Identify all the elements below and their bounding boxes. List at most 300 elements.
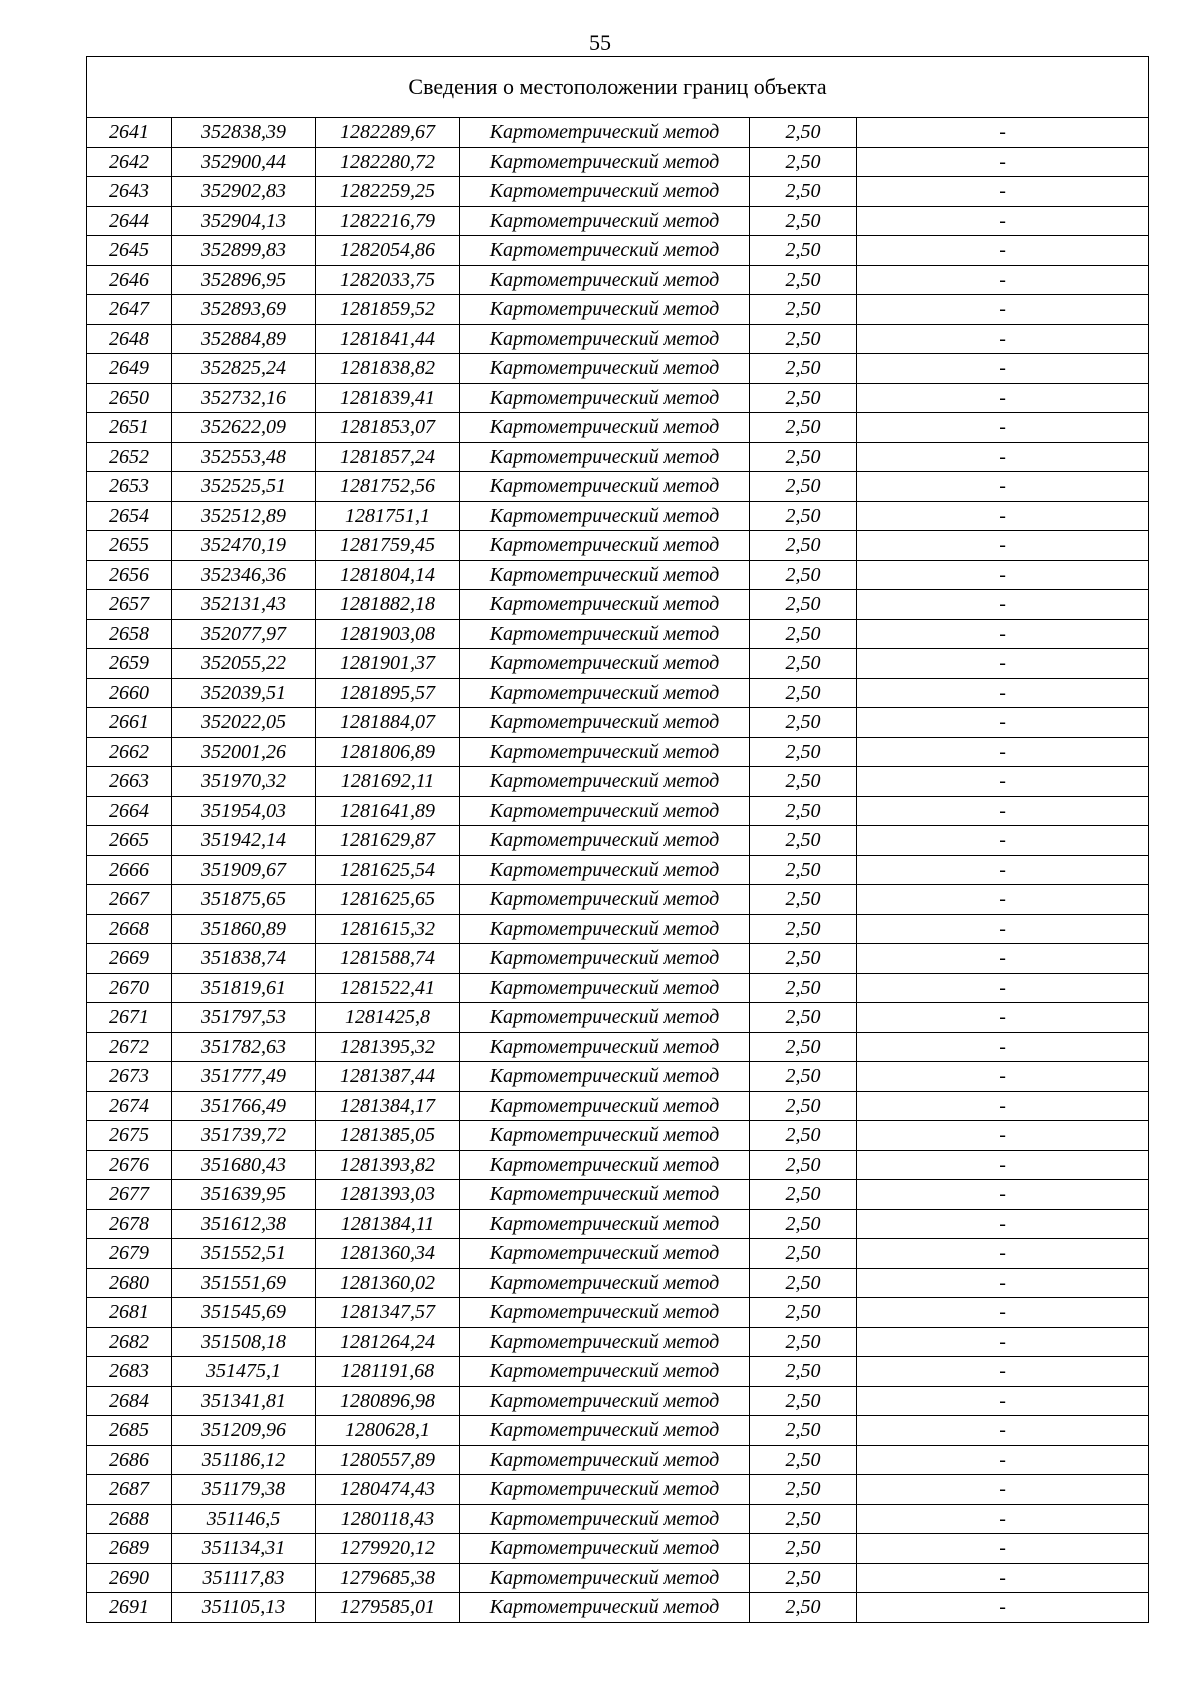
description-cell: -	[857, 1563, 1149, 1593]
x-coordinate-cell: 352622,09	[172, 413, 316, 443]
method-cell: Картометрический метод	[460, 855, 750, 885]
accuracy-cell: 2,50	[750, 590, 857, 620]
accuracy-cell: 2,50	[750, 1386, 857, 1416]
x-coordinate-cell: 352131,43	[172, 590, 316, 620]
x-coordinate-cell: 351134,31	[172, 1534, 316, 1564]
accuracy-cell: 2,50	[750, 118, 857, 148]
accuracy-cell: 2,50	[750, 1327, 857, 1357]
point-number-cell: 2659	[87, 649, 172, 679]
point-number-cell: 2644	[87, 206, 172, 236]
x-coordinate-cell: 352900,44	[172, 147, 316, 177]
point-number-cell: 2675	[87, 1121, 172, 1151]
table-row	[87, 1268, 1149, 1298]
accuracy-cell: 2,50	[750, 1003, 857, 1033]
y-coordinate-cell: 1281615,32	[316, 914, 460, 944]
x-coordinate-cell: 352525,51	[172, 472, 316, 502]
description-cell: -	[857, 1091, 1149, 1121]
method-cell: Картометрический метод	[460, 413, 750, 443]
y-coordinate-cell: 1282259,25	[316, 177, 460, 207]
table-row	[87, 383, 1149, 413]
y-coordinate-cell: 1281841,44	[316, 324, 460, 354]
point-number-cell: 2660	[87, 678, 172, 708]
accuracy-cell: 2,50	[750, 324, 857, 354]
table-row	[87, 619, 1149, 649]
x-coordinate-cell: 351186,12	[172, 1445, 316, 1475]
x-coordinate-cell: 351179,38	[172, 1475, 316, 1505]
accuracy-cell: 2,50	[750, 708, 857, 738]
x-coordinate-cell: 351639,95	[172, 1180, 316, 1210]
accuracy-cell: 2,50	[750, 177, 857, 207]
accuracy-cell: 2,50	[750, 944, 857, 974]
description-cell: -	[857, 1239, 1149, 1269]
y-coordinate-cell: 1280628,1	[316, 1416, 460, 1446]
description-cell: -	[857, 1475, 1149, 1505]
method-cell: Картометрический метод	[460, 826, 750, 856]
table-row	[87, 1209, 1149, 1239]
point-number-cell: 2688	[87, 1504, 172, 1534]
point-number-cell: 2642	[87, 147, 172, 177]
point-number-cell: 2650	[87, 383, 172, 413]
table-row	[87, 737, 1149, 767]
method-cell: Картометрический метод	[460, 265, 750, 295]
x-coordinate-cell: 351819,61	[172, 973, 316, 1003]
description-cell: -	[857, 1062, 1149, 1092]
table-row	[87, 531, 1149, 561]
y-coordinate-cell: 1281347,57	[316, 1298, 460, 1328]
method-cell: Картометрический метод	[460, 1003, 750, 1033]
method-cell: Картометрический метод	[460, 1386, 750, 1416]
x-coordinate-cell: 351739,72	[172, 1121, 316, 1151]
table-row	[87, 678, 1149, 708]
point-number-cell: 2652	[87, 442, 172, 472]
description-cell: -	[857, 531, 1149, 561]
x-coordinate-cell: 351909,67	[172, 855, 316, 885]
boundary-table-container	[86, 56, 1148, 1623]
accuracy-cell: 2,50	[750, 1032, 857, 1062]
table-row	[87, 1150, 1149, 1180]
y-coordinate-cell: 1279685,38	[316, 1563, 460, 1593]
x-coordinate-cell: 352512,89	[172, 501, 316, 531]
point-number-cell: 2647	[87, 295, 172, 325]
y-coordinate-cell: 1282054,86	[316, 236, 460, 266]
table-row	[87, 1091, 1149, 1121]
x-coordinate-cell: 351860,89	[172, 914, 316, 944]
description-cell: -	[857, 1593, 1149, 1623]
point-number-cell: 2646	[87, 265, 172, 295]
table-row	[87, 324, 1149, 354]
point-number-cell: 2665	[87, 826, 172, 856]
accuracy-cell: 2,50	[750, 1357, 857, 1387]
method-cell: Картометрический метод	[460, 1091, 750, 1121]
point-number-cell: 2661	[87, 708, 172, 738]
x-coordinate-cell: 351552,51	[172, 1239, 316, 1269]
table-row	[87, 1475, 1149, 1505]
table-row	[87, 708, 1149, 738]
accuracy-cell: 2,50	[750, 1475, 857, 1505]
y-coordinate-cell: 1281901,37	[316, 649, 460, 679]
point-number-cell: 2667	[87, 885, 172, 915]
description-cell: -	[857, 796, 1149, 826]
table-row	[87, 472, 1149, 502]
point-number-cell: 2689	[87, 1534, 172, 1564]
accuracy-cell: 2,50	[750, 383, 857, 413]
y-coordinate-cell: 1282033,75	[316, 265, 460, 295]
point-number-cell: 2645	[87, 236, 172, 266]
table-row	[87, 236, 1149, 266]
method-cell: Картометрический метод	[460, 1062, 750, 1092]
x-coordinate-cell: 351209,96	[172, 1416, 316, 1446]
accuracy-cell: 2,50	[750, 737, 857, 767]
x-coordinate-cell: 352470,19	[172, 531, 316, 561]
method-cell: Картометрический метод	[460, 147, 750, 177]
accuracy-cell: 2,50	[750, 1180, 857, 1210]
x-coordinate-cell: 351875,65	[172, 885, 316, 915]
y-coordinate-cell: 1281903,08	[316, 619, 460, 649]
y-coordinate-cell: 1281859,52	[316, 295, 460, 325]
table-row	[87, 1593, 1149, 1623]
x-coordinate-cell: 351545,69	[172, 1298, 316, 1328]
description-cell: -	[857, 1121, 1149, 1151]
description-cell: -	[857, 472, 1149, 502]
table-row	[87, 796, 1149, 826]
method-cell: Картометрический метод	[460, 472, 750, 502]
table-row	[87, 1445, 1149, 1475]
description-cell: -	[857, 1534, 1149, 1564]
x-coordinate-cell: 352884,89	[172, 324, 316, 354]
description-cell: -	[857, 826, 1149, 856]
y-coordinate-cell: 1281387,44	[316, 1062, 460, 1092]
y-coordinate-cell: 1279920,12	[316, 1534, 460, 1564]
table-row	[87, 1563, 1149, 1593]
table-row	[87, 1416, 1149, 1446]
table-row	[87, 1357, 1149, 1387]
point-number-cell: 2684	[87, 1386, 172, 1416]
table-row	[87, 1180, 1149, 1210]
table-row	[87, 442, 1149, 472]
point-number-cell: 2670	[87, 973, 172, 1003]
accuracy-cell: 2,50	[750, 796, 857, 826]
table-row	[87, 1003, 1149, 1033]
x-coordinate-cell: 351146,5	[172, 1504, 316, 1534]
x-coordinate-cell: 352055,22	[172, 649, 316, 679]
x-coordinate-cell: 352022,05	[172, 708, 316, 738]
x-coordinate-cell: 351117,83	[172, 1563, 316, 1593]
point-number-cell: 2651	[87, 413, 172, 443]
description-cell: -	[857, 501, 1149, 531]
point-number-cell: 2666	[87, 855, 172, 885]
y-coordinate-cell: 1281191,68	[316, 1357, 460, 1387]
method-cell: Картометрический метод	[460, 177, 750, 207]
x-coordinate-cell: 351782,63	[172, 1032, 316, 1062]
x-coordinate-cell: 351551,69	[172, 1268, 316, 1298]
description-cell: -	[857, 737, 1149, 767]
x-coordinate-cell: 351612,38	[172, 1209, 316, 1239]
method-cell: Картометрический метод	[460, 914, 750, 944]
accuracy-cell: 2,50	[750, 1268, 857, 1298]
description-cell: -	[857, 973, 1149, 1003]
description-cell: -	[857, 1445, 1149, 1475]
description-cell: -	[857, 1504, 1149, 1534]
method-cell: Картометрический метод	[460, 501, 750, 531]
table-row	[87, 590, 1149, 620]
title-row	[87, 57, 1149, 118]
table-row	[87, 1534, 1149, 1564]
description-cell: -	[857, 295, 1149, 325]
table-row	[87, 501, 1149, 531]
description-cell: -	[857, 1416, 1149, 1446]
description-cell: -	[857, 413, 1149, 443]
point-number-cell: 2649	[87, 354, 172, 384]
y-coordinate-cell: 1281588,74	[316, 944, 460, 974]
x-coordinate-cell: 351475,1	[172, 1357, 316, 1387]
method-cell: Картометрический метод	[460, 973, 750, 1003]
description-cell: -	[857, 944, 1149, 974]
x-coordinate-cell: 351954,03	[172, 796, 316, 826]
table-row	[87, 649, 1149, 679]
accuracy-cell: 2,50	[750, 1121, 857, 1151]
description-cell: -	[857, 855, 1149, 885]
accuracy-cell: 2,50	[750, 649, 857, 679]
point-number-cell: 2655	[87, 531, 172, 561]
y-coordinate-cell: 1282280,72	[316, 147, 460, 177]
method-cell: Картометрический метод	[460, 737, 750, 767]
y-coordinate-cell: 1281629,87	[316, 826, 460, 856]
accuracy-cell: 2,50	[750, 501, 857, 531]
method-cell: Картометрический метод	[460, 1593, 750, 1623]
x-coordinate-cell: 351105,13	[172, 1593, 316, 1623]
method-cell: Картометрический метод	[460, 1239, 750, 1269]
point-number-cell: 2686	[87, 1445, 172, 1475]
y-coordinate-cell: 1281395,32	[316, 1032, 460, 1062]
table-row	[87, 944, 1149, 974]
point-number-cell: 2641	[87, 118, 172, 148]
point-number-cell: 2674	[87, 1091, 172, 1121]
table-row	[87, 147, 1149, 177]
description-cell: -	[857, 265, 1149, 295]
table-row	[87, 265, 1149, 295]
x-coordinate-cell: 351942,14	[172, 826, 316, 856]
accuracy-cell: 2,50	[750, 1150, 857, 1180]
y-coordinate-cell: 1281385,05	[316, 1121, 460, 1151]
accuracy-cell: 2,50	[750, 914, 857, 944]
description-cell: -	[857, 1327, 1149, 1357]
method-cell: Картометрический метод	[460, 1534, 750, 1564]
description-cell: -	[857, 236, 1149, 266]
table-row	[87, 1504, 1149, 1534]
accuracy-cell: 2,50	[750, 1416, 857, 1446]
page-number: 55	[589, 30, 611, 55]
accuracy-cell: 2,50	[750, 354, 857, 384]
y-coordinate-cell: 1281393,82	[316, 1150, 460, 1180]
table-row	[87, 1121, 1149, 1151]
table-row	[87, 1239, 1149, 1269]
x-coordinate-cell: 352893,69	[172, 295, 316, 325]
y-coordinate-cell: 1281522,41	[316, 973, 460, 1003]
description-cell: -	[857, 1268, 1149, 1298]
table-row	[87, 206, 1149, 236]
point-number-cell: 2664	[87, 796, 172, 826]
method-cell: Картометрический метод	[460, 1416, 750, 1446]
x-coordinate-cell: 351508,18	[172, 1327, 316, 1357]
y-coordinate-cell: 1281641,89	[316, 796, 460, 826]
point-number-cell: 2671	[87, 1003, 172, 1033]
y-coordinate-cell: 1281884,07	[316, 708, 460, 738]
method-cell: Картометрический метод	[460, 118, 750, 148]
table-row	[87, 560, 1149, 590]
point-number-cell: 2676	[87, 1150, 172, 1180]
description-cell: -	[857, 1032, 1149, 1062]
method-cell: Картометрический метод	[460, 1121, 750, 1151]
method-cell: Картометрический метод	[460, 1563, 750, 1593]
x-coordinate-cell: 352553,48	[172, 442, 316, 472]
y-coordinate-cell: 1281759,45	[316, 531, 460, 561]
x-coordinate-cell: 352732,16	[172, 383, 316, 413]
method-cell: Картометрический метод	[460, 354, 750, 384]
point-number-cell: 2653	[87, 472, 172, 502]
x-coordinate-cell: 352899,83	[172, 236, 316, 266]
method-cell: Картометрический метод	[460, 1327, 750, 1357]
description-cell: -	[857, 1150, 1149, 1180]
y-coordinate-cell: 1281360,34	[316, 1239, 460, 1269]
method-cell: Картометрический метод	[460, 1180, 750, 1210]
description-cell: -	[857, 914, 1149, 944]
accuracy-cell: 2,50	[750, 1062, 857, 1092]
point-number-cell: 2678	[87, 1209, 172, 1239]
description-cell: -	[857, 590, 1149, 620]
description-cell: -	[857, 147, 1149, 177]
accuracy-cell: 2,50	[750, 442, 857, 472]
method-cell: Картометрический метод	[460, 1504, 750, 1534]
method-cell: Картометрический метод	[460, 767, 750, 797]
accuracy-cell: 2,50	[750, 826, 857, 856]
table-row	[87, 855, 1149, 885]
y-coordinate-cell: 1281806,89	[316, 737, 460, 767]
y-coordinate-cell: 1282216,79	[316, 206, 460, 236]
point-number-cell: 2681	[87, 1298, 172, 1328]
x-coordinate-cell: 352001,26	[172, 737, 316, 767]
table-row	[87, 118, 1149, 148]
method-cell: Картометрический метод	[460, 442, 750, 472]
description-cell: -	[857, 442, 1149, 472]
table-row	[87, 295, 1149, 325]
method-cell: Картометрический метод	[460, 1298, 750, 1328]
y-coordinate-cell: 1282289,67	[316, 118, 460, 148]
y-coordinate-cell: 1281839,41	[316, 383, 460, 413]
y-coordinate-cell: 1281625,54	[316, 855, 460, 885]
method-cell: Картометрический метод	[460, 531, 750, 561]
description-cell: -	[857, 383, 1149, 413]
table-row	[87, 1032, 1149, 1062]
method-cell: Картометрический метод	[460, 1445, 750, 1475]
y-coordinate-cell: 1281393,03	[316, 1180, 460, 1210]
method-cell: Картометрический метод	[460, 590, 750, 620]
y-coordinate-cell: 1281692,11	[316, 767, 460, 797]
x-coordinate-cell: 351777,49	[172, 1062, 316, 1092]
method-cell: Картометрический метод	[460, 324, 750, 354]
point-number-cell: 2673	[87, 1062, 172, 1092]
table-title: Сведения о местоположении границ объекта	[87, 57, 1149, 118]
point-number-cell: 2657	[87, 590, 172, 620]
y-coordinate-cell: 1281838,82	[316, 354, 460, 384]
y-coordinate-cell: 1279585,01	[316, 1593, 460, 1623]
y-coordinate-cell: 1280557,89	[316, 1445, 460, 1475]
method-cell: Картометрический метод	[460, 885, 750, 915]
table-row	[87, 354, 1149, 384]
accuracy-cell: 2,50	[750, 885, 857, 915]
point-number-cell: 2679	[87, 1239, 172, 1269]
table-row	[87, 1386, 1149, 1416]
point-number-cell: 2669	[87, 944, 172, 974]
accuracy-cell: 2,50	[750, 206, 857, 236]
method-cell: Картометрический метод	[460, 1475, 750, 1505]
table-row	[87, 973, 1149, 1003]
point-number-cell: 2663	[87, 767, 172, 797]
method-cell: Картометрический метод	[460, 295, 750, 325]
y-coordinate-cell: 1281752,56	[316, 472, 460, 502]
table-body	[87, 118, 1149, 1623]
point-number-cell: 2685	[87, 1416, 172, 1446]
x-coordinate-cell: 352902,83	[172, 177, 316, 207]
y-coordinate-cell: 1281425,8	[316, 1003, 460, 1033]
description-cell: -	[857, 1209, 1149, 1239]
description-cell: -	[857, 1386, 1149, 1416]
y-coordinate-cell: 1281804,14	[316, 560, 460, 590]
x-coordinate-cell: 351970,32	[172, 767, 316, 797]
y-coordinate-cell: 1281853,07	[316, 413, 460, 443]
boundary-coordinates-table	[86, 56, 1149, 1623]
method-cell: Картометрический метод	[460, 1268, 750, 1298]
point-number-cell: 2662	[87, 737, 172, 767]
method-cell: Картометрический метод	[460, 236, 750, 266]
y-coordinate-cell: 1281384,11	[316, 1209, 460, 1239]
x-coordinate-cell: 352904,13	[172, 206, 316, 236]
accuracy-cell: 2,50	[750, 855, 857, 885]
method-cell: Картометрический метод	[460, 560, 750, 590]
x-coordinate-cell: 351341,81	[172, 1386, 316, 1416]
x-coordinate-cell: 352346,36	[172, 560, 316, 590]
method-cell: Картометрический метод	[460, 1150, 750, 1180]
y-coordinate-cell: 1280118,43	[316, 1504, 460, 1534]
y-coordinate-cell: 1281751,1	[316, 501, 460, 531]
point-number-cell: 2691	[87, 1593, 172, 1623]
x-coordinate-cell: 351766,49	[172, 1091, 316, 1121]
description-cell: -	[857, 767, 1149, 797]
method-cell: Картометрический метод	[460, 1032, 750, 1062]
accuracy-cell: 2,50	[750, 560, 857, 590]
method-cell: Картометрический метод	[460, 383, 750, 413]
accuracy-cell: 2,50	[750, 973, 857, 1003]
accuracy-cell: 2,50	[750, 767, 857, 797]
accuracy-cell: 2,50	[750, 1445, 857, 1475]
table-row	[87, 885, 1149, 915]
y-coordinate-cell: 1281895,57	[316, 678, 460, 708]
accuracy-cell: 2,50	[750, 1563, 857, 1593]
description-cell: -	[857, 177, 1149, 207]
accuracy-cell: 2,50	[750, 1091, 857, 1121]
description-cell: -	[857, 324, 1149, 354]
method-cell: Картометрический метод	[460, 206, 750, 236]
x-coordinate-cell: 352825,24	[172, 354, 316, 384]
x-coordinate-cell: 352077,97	[172, 619, 316, 649]
description-cell: -	[857, 354, 1149, 384]
description-cell: -	[857, 1180, 1149, 1210]
accuracy-cell: 2,50	[750, 1504, 857, 1534]
accuracy-cell: 2,50	[750, 1209, 857, 1239]
point-number-cell: 2668	[87, 914, 172, 944]
x-coordinate-cell: 351838,74	[172, 944, 316, 974]
description-cell: -	[857, 619, 1149, 649]
accuracy-cell: 2,50	[750, 147, 857, 177]
